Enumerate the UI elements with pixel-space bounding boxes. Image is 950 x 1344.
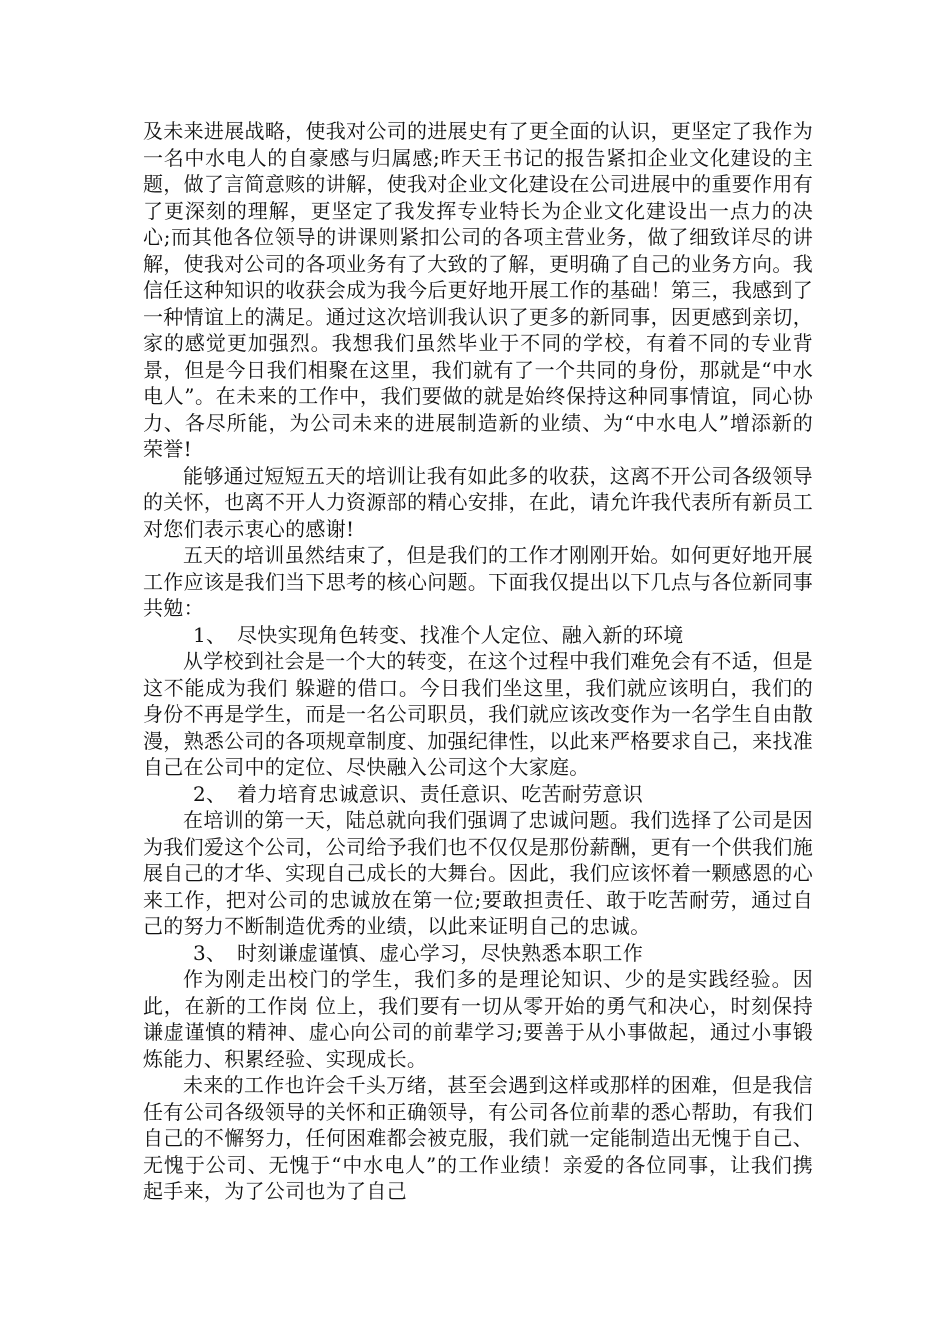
paragraph-point-3: 作为刚走出校门的学生，我们多的是理论知识、少的是实践经验。因此，在新的工作岗 位上，我们要有一切从零开始的勇气和决心，时刻保持谦虚谨慎的精神、虚心向公司的前辈学习;要善于从小事做起，通过小事锻炼能力、积累经验、实现成长。 [143,967,813,1071]
point-heading-2 [143,781,813,808]
paragraph-continued: 及未来进展战略，使我对公司的进展史有了更全面的认识，更坚定了我作为一名中水电人的自豪感与归属感;昨天王书记的报告紧扣企业文化建设的主题，做了言简意赅的讲解，使我对企业文化建设在公司进展中的重要作用有了更深刻的理解，更坚定了我发挥专业特长为企业文化建设出一点力的决心;而其他各位领导的讲课则紧扣公司的各项主营业务，做了细致详尽的讲解，使我对公司的各项业务有了大致的了解，更明确了自己的业务方向。我信任这种知识的收获会成为我今后更好地开展工作的基础！第三，我感到了一种情谊上的满足。通过这次培训我认识了更多的新同事，因更感到亲切，家的感觉更加强烈。我想我们虽然毕业于不同的学校，有着不同的专业背景，但是今日我们相聚在这里，我们就有了一个共同的身份，那就是“中水电人”。在未来的工作中，我们要做的就是始终保持这种同事情谊，同心协力、各尽所能，为公司未来的进展制造新的业绩、为“中水电人”增添新的荣誉! [143,119,813,461]
paragraph-point-1: 从学校到社会是一个大的转变，在这个过程中我们难免会有不适，但是这不能成为我们 躲避的借口。今日我们坐这里，我们就应该明白，我们的身份不再是学生，而是一名公司职员，我们就应该改变作为一名学生自由散漫，熟悉公司的各项规章制度、加强纪律性，以此来严格要求自己，来找准自己在公司中的定位、尽快融入公司这个大家庭。 [143,649,813,779]
paragraph-closing: 未来的工作也许会千头万绪，甚至会遇到这样或那样的困难，但是我信任有公司各级领导的关怀和正确领导，有公司各位前辈的悉心帮助，有我们自己的不懈努力，任何困难都会被克服，我们就一定能制造出无愧于自己、无愧于公司、无愧于“中水电人”的工作业绩！亲爱的各位同事，让我们携起手来，为了公司也为了自己 [143,1073,813,1203]
point-number-1: 1、 [193,622,227,647]
point-title-1: 尽快实现角色转变、找准个人定位、融入新的环境 [237,622,684,647]
point-number-2: 2、 [193,781,227,806]
point-heading-1 [143,622,813,649]
point-number-3: 3、 [193,940,227,965]
document-body [143,118,813,1205]
paragraph-point-2: 在培训的第一天，陆总就向我们强调了忠诚问题。我们选择了公司是因为我们爱这个公司，公司给予我们也不仅仅是那份薪酬，更有一个供我们施展自己的才华、实现自己成长的大舞台。因此，我们应该怀着一颗感恩的心来工作，把对公司的忠诚放在第一位;要敢担责任、敢于吃苦耐劳，通过自己的努力不断制造优秀的业绩，以此来证明自己的忠诚。 [143,808,813,938]
paragraph-thanks: 能够通过短短五天的培训让我有如此多的收获，这离不开公司各级领导的关怀，也离不开人力资源部的精心安排，在此，请允许我代表所有新员工对您们表示衷心的感谢! [143,463,813,541]
point-heading-3 [143,940,813,967]
paragraph-intro-points: 五天的培训虽然结束了，但是我们的工作才刚刚开始。如何更好地开展工作应该是我们当下思考的核心问题。下面我仅提出以下几点与各位新同事共勉： [143,543,813,620]
point-title-3: 时刻谦虚谨慎、虚心学习，尽快熟悉本职工作 [237,940,643,965]
point-title-2: 着力培育忠诚意识、责任意识、吃苦耐劳意识 [237,781,643,806]
